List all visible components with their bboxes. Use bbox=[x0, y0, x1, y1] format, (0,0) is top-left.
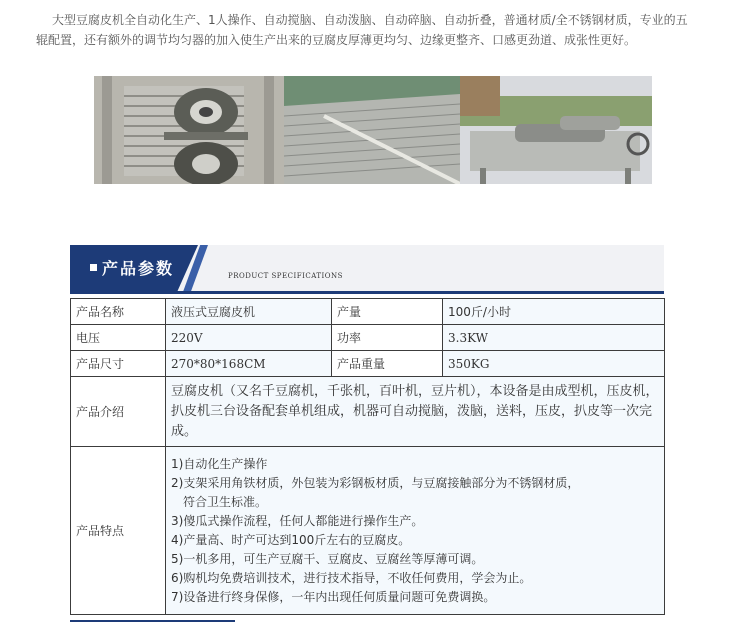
table-row bbox=[71, 325, 665, 351]
weight-value: 350KG bbox=[443, 351, 665, 377]
intro-paragraph: 大型豆腐皮机全自动化生产、1人操作、自动搅脑、自动泼脑、自动碎脑、自动折叠，普通材质/全不锈钢材质，专业的五辊配置，还有额外的调节均匀器的加入使生产出来的豆腐皮厚薄更均匀、边缘更整齐、口感更劲道、成张性更好。 bbox=[36, 13, 688, 47]
features-list bbox=[171, 449, 659, 613]
weight-label: 产品重量 bbox=[332, 351, 443, 377]
full-machine-photo bbox=[460, 76, 652, 184]
voltage-label: 电压 bbox=[71, 325, 166, 351]
spec-table bbox=[70, 298, 665, 615]
feature-item: 6)购机均免费培训技术，进行技术指导，不收任何费用，学会为止。 bbox=[171, 570, 532, 585]
features-label: 产品特点 bbox=[71, 447, 166, 615]
square-bullet-icon bbox=[90, 264, 97, 271]
output-label: 产量 bbox=[332, 299, 443, 325]
feature-item: 3)傻瓜式操作流程，任何人都能进行操作生产。 bbox=[171, 513, 424, 528]
roller-closeup-image bbox=[94, 76, 284, 184]
product-name-label: 产品名称 bbox=[71, 299, 166, 325]
conveyor-mesh-image bbox=[284, 76, 460, 184]
product-name-value: 液压式豆腐皮机 bbox=[166, 299, 332, 325]
feature-item: 5)一机多用，可生产豆腐干、豆腐皮、豆腐丝等厚薄可调。 bbox=[171, 551, 484, 566]
bottom-divider bbox=[70, 620, 235, 622]
feature-item: 符合卫生标准。 bbox=[183, 494, 268, 509]
full-machine-image bbox=[460, 76, 652, 184]
banner-subtitle: PRODUCT SPECIFICATIONS bbox=[228, 272, 343, 280]
features-cell bbox=[166, 447, 665, 615]
output-value: 100斤/小时 bbox=[443, 299, 665, 325]
feature-item: 4)产量高、时产可达到100斤左右的豆腐皮。 bbox=[171, 532, 411, 547]
feature-item: 7)设备进行终身保修，一年内出现任何质量问题可免费调换。 bbox=[171, 589, 496, 604]
table-row bbox=[71, 299, 665, 325]
feature-item: 1)自动化生产操作 bbox=[171, 456, 268, 471]
feature-item: 2)支架采用角铁材质，外包装为彩钢板材质，与豆腐接触部分为不锈钢材质， bbox=[171, 475, 580, 490]
product-intro-label: 产品介绍 bbox=[71, 377, 166, 447]
size-value: 270*80*168CM bbox=[166, 351, 332, 377]
product-intro-value: 豆腐皮机（又名千豆腐机，千张机，百叶机，豆片机），本设备是由成型机，压皮机，扒皮机三台设备配套单机组成，机器可自动搅脑，泼脑，送料，压皮，扒皮等一次完成。 bbox=[166, 377, 665, 447]
power-label: 功率 bbox=[332, 325, 443, 351]
banner-underline bbox=[70, 291, 664, 294]
section-banner bbox=[70, 245, 664, 291]
roller-closeup-photo bbox=[94, 76, 284, 184]
table-row bbox=[71, 351, 665, 377]
conveyor-mesh-photo bbox=[284, 76, 460, 184]
table-row bbox=[71, 447, 665, 615]
size-label: 产品尺寸 bbox=[71, 351, 166, 377]
table-row bbox=[71, 377, 665, 447]
voltage-value: 220V bbox=[166, 325, 332, 351]
product-photo-strip bbox=[94, 76, 652, 184]
banner-title: 产品参数 bbox=[102, 259, 175, 278]
power-value: 3.3KW bbox=[443, 325, 665, 351]
